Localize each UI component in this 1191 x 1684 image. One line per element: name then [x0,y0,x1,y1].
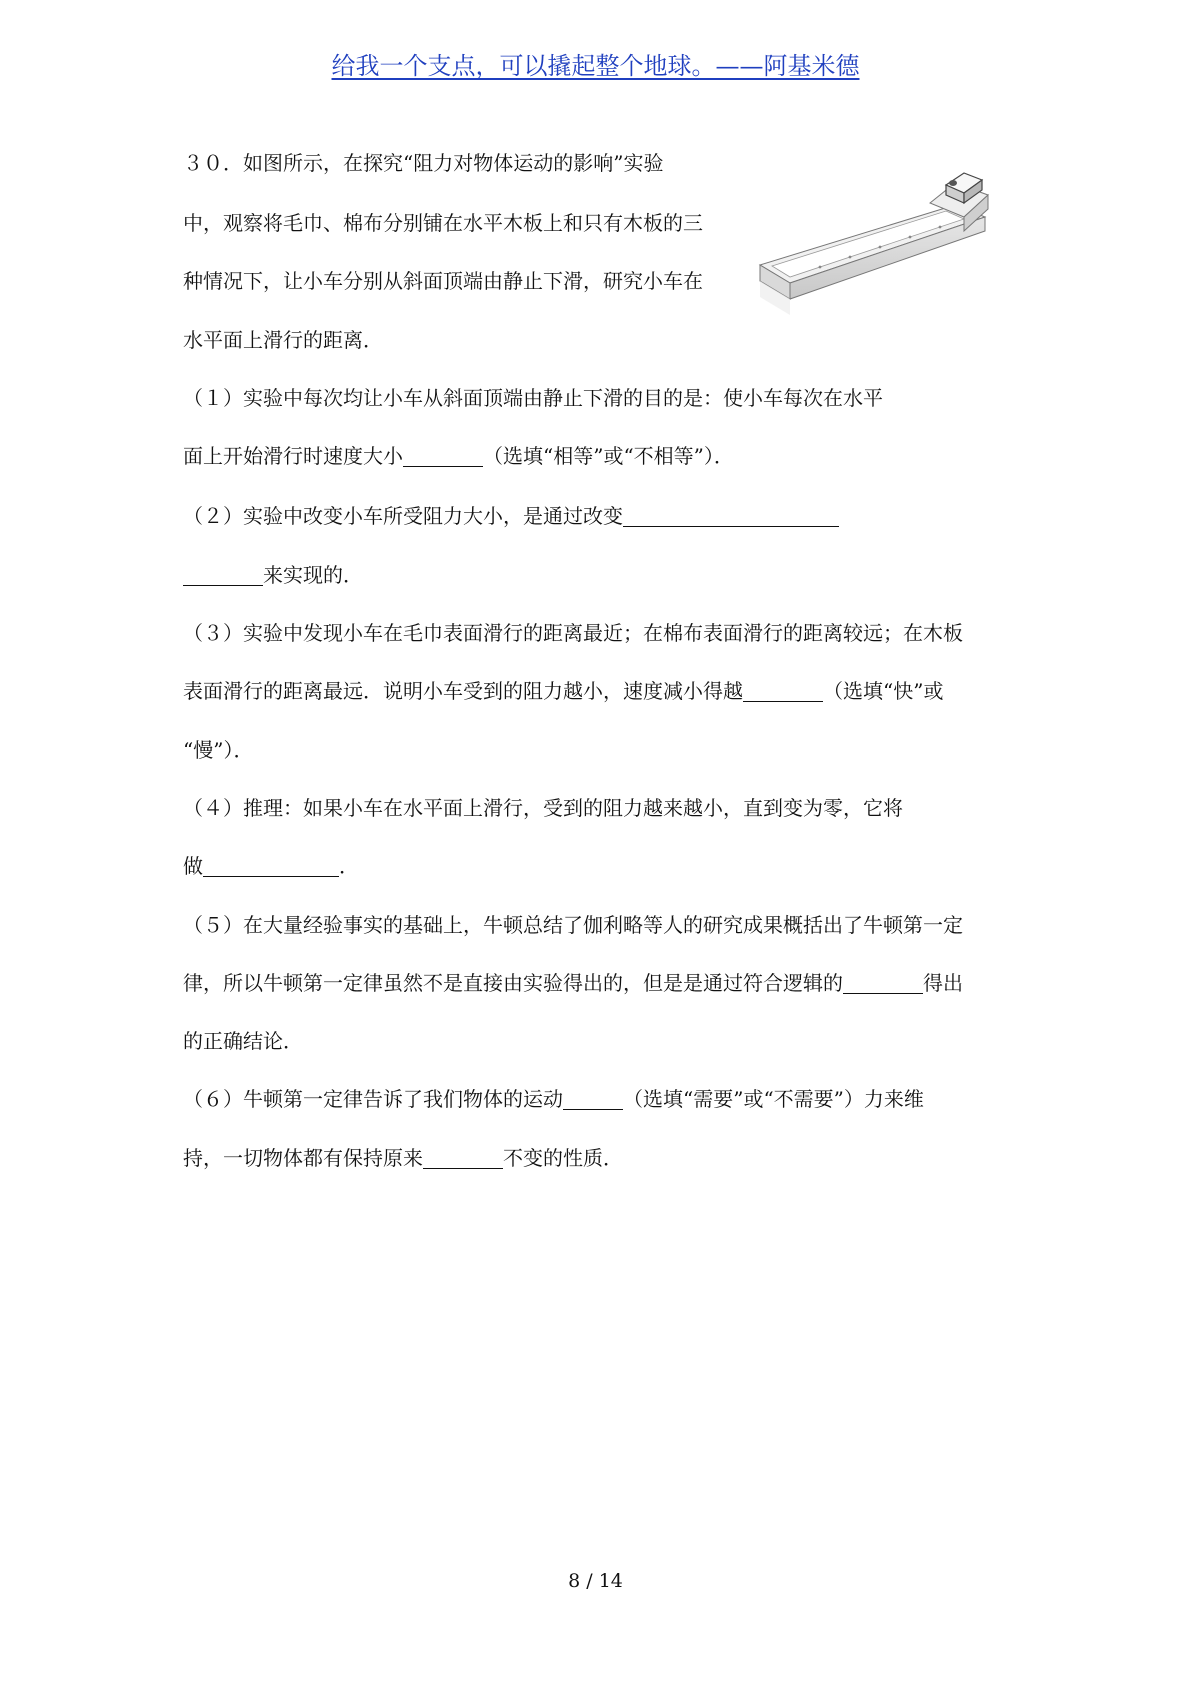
q5-line1: （５）在大量经验事实的基础上，牛顿总结了伽利略等人的研究成果概括出了牛顿第一定 [183,913,963,937]
q5-text-after: 得出 [923,971,963,995]
q1-line2 [183,443,734,469]
q6-line1 [183,1086,924,1112]
q2-answer-blank-a[interactable] [623,506,839,527]
q3-line1: （３）实验中发现小车在毛巾表面滑行的距离最近；在棉布表面滑行的距离较远；在木板 [183,621,963,645]
q6-line2 [183,1145,623,1171]
inclined-plane-cart-illustration [750,165,1010,345]
experiment-figure [750,165,1010,345]
q6-text-after-2: 不变的性质． [503,1146,623,1170]
q6-answer-blank-a[interactable] [563,1089,623,1110]
header-quote[interactable]: 给我一个支点，可以撬起整个地球。——阿基米德 [331,52,860,80]
q1-answer-blank[interactable] [403,446,483,467]
q6-answer-blank-b[interactable] [423,1148,503,1169]
q3-text-before: 表面滑行的距离最远．说明小车受到的阻力越小，速度减小得越 [183,679,743,703]
q6-text-after: （选填“需要”或“不需要”）力来维 [623,1087,924,1111]
question-intro-line: 水平面上滑行的距离． [183,328,383,352]
q4-answer-blank[interactable] [203,856,339,877]
q4-line1: （４）推理：如果小车在水平面上滑行，受到的阻力越来越小，直到变为零，它将 [183,796,903,820]
question-intro-line: 种情况下，让小车分别从斜面顶端由静止下滑，研究小车在 [183,269,703,293]
q1-text-before: 面上开始滑行时速度大小 [183,444,403,468]
q4-text-before: 做 [183,854,203,878]
q3-answer-blank[interactable] [743,681,823,702]
q3-text-after: （选填“快”或 [823,679,944,703]
q2-answer-blank-b[interactable] [183,565,263,586]
q6-text-before-2: 持，一切物体都有保持原来 [183,1146,423,1170]
q4-text-after: ． [339,854,359,878]
question-intro-line: ３０．如图所示，在探究“阻力对物体运动的影响”实验 [183,151,664,175]
q5-line2 [183,970,963,996]
q2-line1 [183,503,839,529]
q5-answer-blank[interactable] [843,973,923,994]
q3-line2 [183,678,943,704]
q4-line2 [183,853,359,879]
q5-text-before: 律，所以牛顿第一定律虽然不是直接由实验得出的，但是是通过符合逻辑的 [183,971,843,995]
q1-text-after: （选填“相等”或“不相等”）． [483,444,734,468]
q5-line3: 的正确结论． [183,1029,303,1053]
q2-text-before: （２）实验中改变小车所受阻力大小，是通过改变 [183,504,623,528]
q2-text-after: 来实现的． [263,563,363,587]
q6-text-before: （６）牛顿第一定律告诉了我们物体的运动 [183,1087,563,1111]
question-intro-line: 中，观察将毛巾、棉布分别铺在水平木板上和只有木板的三 [183,211,703,235]
q1-line1: （１）实验中每次均让小车从斜面顶端由静止下滑的目的是：使小车每次在水平 [183,386,883,410]
q2-line2 [183,562,363,588]
q3-line3: “慢”）． [183,738,254,762]
page-number: 8 / 14 [568,1570,623,1592]
